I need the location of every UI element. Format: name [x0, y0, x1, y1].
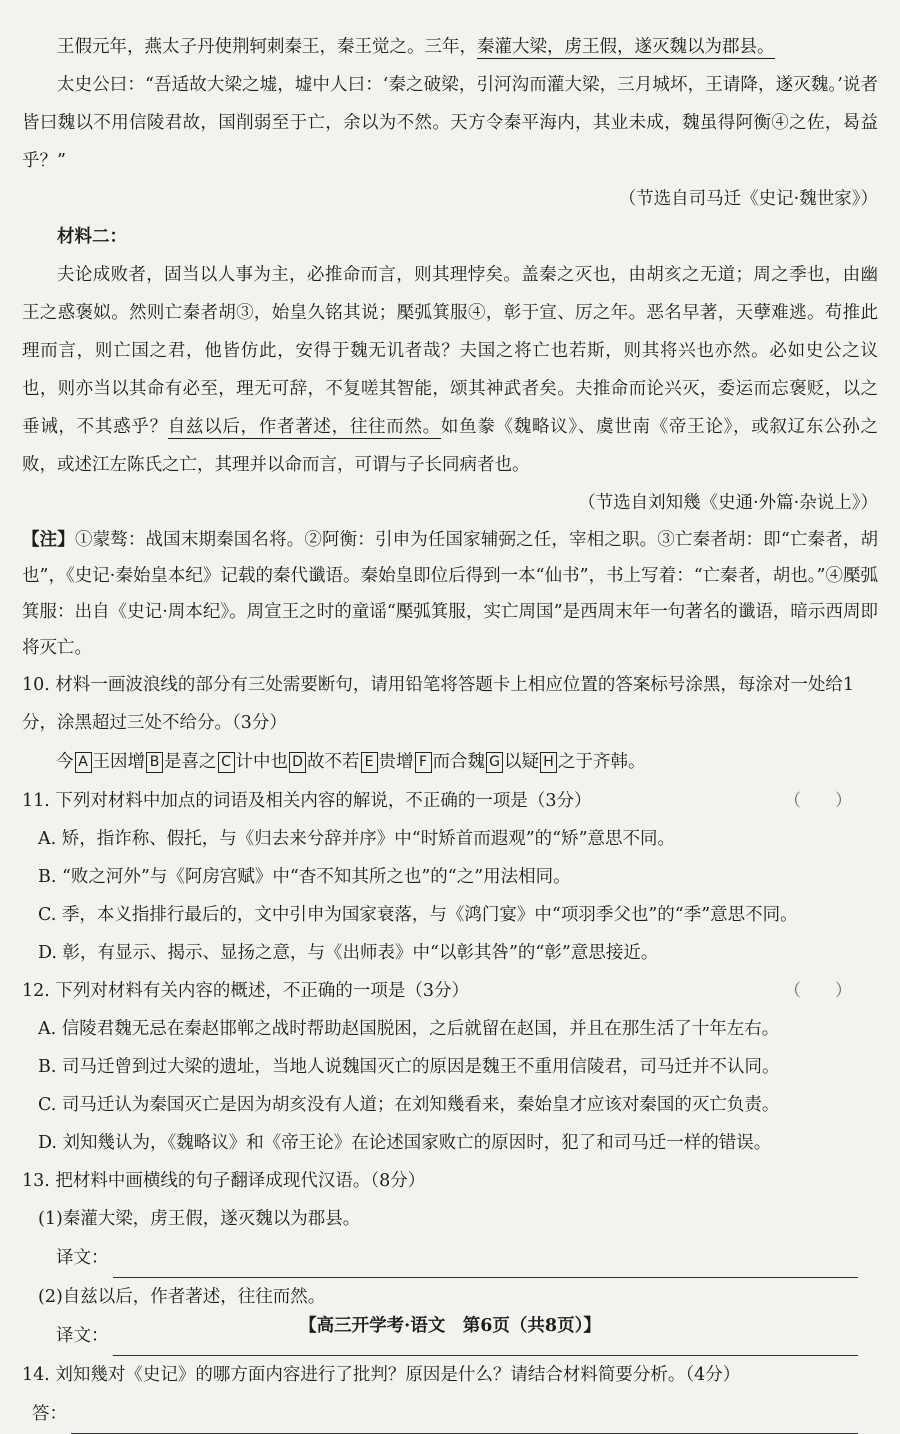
segment-5: 贵增 [378, 752, 414, 772]
segment-8: 之于齐韩。 [558, 752, 646, 772]
question-11-option-a[interactable]: A. 矫，指诈称、假托，与《归去来兮辞并序》中“时矫首而遐观”的“矫”意思不同。 [38, 829, 676, 849]
break-box-f[interactable]: F [415, 752, 432, 773]
translation-label-1: 译文： [56, 1248, 109, 1268]
question-12-option-c[interactable]: C. 司马迁认为秦国灭亡是因为胡亥没有人道；在刘知幾看来，秦始皇才应该对秦国的灭亡负责。 [38, 1095, 780, 1115]
break-box-g[interactable]: G [486, 752, 503, 773]
question-13-answer-1 [22, 1238, 878, 1278]
segment-4: 故不若 [307, 752, 360, 772]
segment-6: 而合魏 [432, 752, 485, 772]
question-13-sentence-1: (1)秦灌大梁，虏王假，遂灭魏以为郡县。 [38, 1209, 361, 1229]
answer-label: 答： [32, 1404, 67, 1424]
notes-text: ①蒙骜：战国末期秦国名将。②阿衡：引申为任国家辅弼之任，宰相之职。③亡秦者胡：即“亡秦者，胡也”，《史记·秦始皇本纪》记载的秦代谶语。秦始皇即位后得到一本“仙书”，书上写着：“亡秦者，胡也。”④檿弧箕服：出自《史记·周本纪》。周宣王之时的童谣“檿弧箕服，实亡周国”是西周末年一句著名的谶语，暗示西周即将灭亡。 [22, 530, 879, 658]
question-13-stem: 13. 把材料中画横线的句子翻译成现代汉语。（8分） [22, 1171, 426, 1191]
answer-line[interactable] [71, 1407, 858, 1434]
break-box-b[interactable]: B [146, 752, 163, 773]
material1-para-a [22, 28, 878, 66]
break-box-h[interactable]: H [540, 752, 557, 773]
material2-heading: 材料二： [57, 227, 127, 247]
question-10-stem: 10. 材料一画波浪线的部分有三处需要断句，请用铅笔将答题卡上相应位置的答案标号涂黑，每涂对一处给1分，涂黑超过三处不给分。（3分） [22, 675, 855, 733]
break-box-d[interactable]: D [289, 752, 306, 773]
question-11-stem [22, 782, 878, 820]
question-11-option-c[interactable]: C. 季，本义指排行最后的，文中引申为国家衰落，与《鸿门宴》中“项羽季父也”的“季”意思不同。 [38, 905, 798, 925]
question-11-text: 11. 下列对材料中加点的词语及相关内容的解说，不正确的一项是（3分） [22, 791, 592, 811]
question-11-answer-paren[interactable]: （ ） [784, 791, 852, 811]
question-10-sentence [22, 742, 878, 782]
notes [22, 522, 878, 666]
material2-para [22, 256, 878, 484]
question-14-answer [22, 1394, 878, 1434]
notes-label: 【注】 [22, 530, 75, 550]
question-11-option-b[interactable]: B. “败之河外”与《阿房宫赋》中“杳不知其所之也”的“之”用法相同。 [38, 867, 571, 887]
question-12-option-d[interactable]: D. 刘知幾认为，《魏略议》和《帝王论》在论述国家败亡的原因时，犯了和司马迁一样的错误。 [38, 1133, 772, 1153]
material1-para-b: 太史公曰：“吾适故大梁之墟，墟中人曰：‘秦之破梁，引河沟而灌大梁，三月城坏，王请降，遂灭魏。’说者皆曰魏以不用信陵君故，国削弱至于亡，余以为不然。天方令秦平海内，其业未成，魏虽得阿衡④之佐，曷益乎？” [22, 75, 878, 171]
question-12-answer-paren[interactable]: （ ） [784, 981, 852, 1001]
question-12-text: 12. 下列对材料有关内容的概述，不正确的一项是（3分） [22, 981, 470, 1001]
segment-0: 今 [56, 752, 74, 772]
question-12-stem [22, 972, 878, 1010]
break-box-a[interactable]: A [75, 752, 92, 773]
question-13-sentence-2: (2)自兹以后，作者著述，往往而然。 [38, 1287, 326, 1307]
material1-source: （节选自司马迁《史记·魏世家》） [618, 189, 878, 209]
segment-7: 以疑 [504, 752, 539, 772]
segment-1: 王因增 [92, 752, 145, 772]
question-12-option-a[interactable]: A. 信陵君魏无忌在秦赵邯郸之战时帮助赵国脱困，之后就留在赵国，并且在那生活了十年左右。 [38, 1019, 780, 1039]
material2-source: （节选自刘知幾《史通·外篇·杂说上》） [578, 493, 878, 513]
translation-line-1[interactable] [113, 1251, 859, 1278]
material2-para-tail: 如鱼豢《魏略议》、虞世南《帝王论》，或叙辽东公孙之败，或述江左陈氏之亡，其理并以命而言，可谓与子长同病者也。 [22, 417, 879, 475]
translation-label-2: 译文： [56, 1326, 109, 1346]
segment-3: 计中也 [235, 752, 288, 772]
segment-2: 是喜之 [164, 752, 217, 772]
material2-para-text: 夫论成败者，固当以人事为主，必推命而言，则其理悖矣。盖秦之灭也，由胡亥之无道；周之季也，由幽王之惑褒姒。然则亡秦者胡③，始皇久铭其说；檿弧箕服④，彰于宣、厉之年。恶名早著，天孽难逃。苟推此理而言，则亡国之君，他皆仿此，安得于魏无讥者哉？夫国之将亡也若斯，则其将兴也亦然。必如史公之议也，则亦当以其命有必至，理无可辞，不复嗟其智能，颂其神武者矣。夫推命而论兴灭，委运而忘褒贬，以之垂诫，不其惑乎？ [22, 265, 878, 437]
question-14-stem: 14. 刘知幾对《史记》的哪方面内容进行了批判？原因是什么？请结合材料简要分析。（4分） [22, 1365, 741, 1385]
underlined-sentence-1: 秦灌大梁，虏王假，遂灭魏以为郡县。 [477, 37, 775, 57]
question-12-option-b[interactable]: B. 司马迁曾到过大梁的遗址，当地人说魏国灭亡的原因是魏王不重用信陵君，司马迁并不认同。 [38, 1057, 780, 1077]
underlined-sentence-2: 自兹以后，作者著述，往往而然。 [167, 417, 441, 437]
page-footer: 【高三开学考·语文 第6页（共8页）】 [299, 1316, 601, 1336]
material1-para-a-text: 王假元年，燕太子丹使荆轲刺秦王，秦王觉之。三年， [57, 37, 477, 57]
question-11-option-d[interactable]: D. 彰，有显示、揭示、显扬之意，与《出师表》中“以彰其咎”的“彰”意思接近。 [38, 943, 659, 963]
break-box-c[interactable]: C [218, 752, 235, 773]
break-box-e[interactable]: E [361, 752, 378, 773]
